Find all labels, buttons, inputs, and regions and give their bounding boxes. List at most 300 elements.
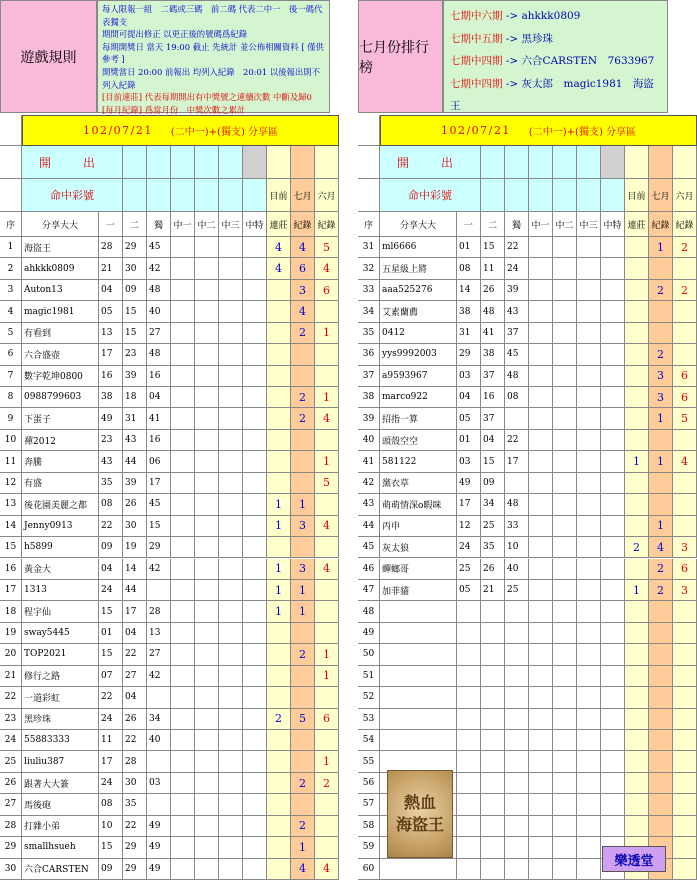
ranking-line xyxy=(450,28,661,51)
streak-value: 1 xyxy=(625,580,649,601)
player-name: 招指一算 xyxy=(380,408,457,429)
number-2 xyxy=(481,794,505,815)
hit-mark xyxy=(601,644,625,665)
hit-mark xyxy=(553,837,577,858)
june-count: 4 xyxy=(315,859,339,880)
rule-line: [每月紀錄] 爲當月份 中獎次數之累計 xyxy=(102,104,246,115)
june-count xyxy=(315,537,339,558)
number-solo xyxy=(505,709,529,730)
hit-mark xyxy=(195,580,219,601)
ranking-line xyxy=(450,5,661,28)
june-count xyxy=(315,730,339,751)
number-solo: 06 xyxy=(147,451,171,472)
number-1: 24 xyxy=(99,709,123,730)
streak-value xyxy=(267,537,291,558)
number-solo xyxy=(505,601,529,622)
hit-mark xyxy=(553,773,577,794)
hit-mark xyxy=(243,473,267,494)
hit-mark xyxy=(601,730,625,751)
rules-title-text: 遊戲規則 xyxy=(20,49,77,66)
seq-cell: 4 xyxy=(0,301,22,322)
hit-mark xyxy=(219,644,243,665)
number-solo: 45 xyxy=(147,237,171,258)
jun-top-header: 六月 xyxy=(673,179,697,212)
open-cell xyxy=(529,146,553,179)
hit-mark xyxy=(195,387,219,408)
streak-value xyxy=(625,366,649,387)
hit-mark xyxy=(529,687,553,708)
hit-mark xyxy=(601,301,625,322)
hit-mark xyxy=(553,580,577,601)
number-2: 44 xyxy=(123,580,147,601)
hit-mark xyxy=(529,237,553,258)
hit-mark xyxy=(195,366,219,387)
hit-mark xyxy=(171,258,195,279)
hit-mark xyxy=(171,430,195,451)
hit-mark xyxy=(553,366,577,387)
number-2 xyxy=(481,623,505,644)
player-name xyxy=(380,601,457,622)
col-header-n2: 二 xyxy=(123,212,147,237)
number-1: 03 xyxy=(457,451,481,472)
hit-mark xyxy=(171,644,195,665)
hit-mark xyxy=(601,451,625,472)
number-2: 37 xyxy=(481,366,505,387)
hit-mark xyxy=(171,623,195,644)
number-1 xyxy=(457,644,481,665)
banner-blank xyxy=(358,115,380,146)
hit-mark xyxy=(529,859,553,880)
open-cell xyxy=(577,146,601,179)
june-count: 1 xyxy=(315,751,339,772)
number-1 xyxy=(457,709,481,730)
seq-cell: 37 xyxy=(358,366,380,387)
number-2 xyxy=(481,644,505,665)
hit-mark xyxy=(219,237,243,258)
number-1: 24 xyxy=(457,537,481,558)
hit-mark xyxy=(529,751,553,772)
hit-mark xyxy=(219,580,243,601)
hit-mark xyxy=(219,601,243,622)
hit-mark xyxy=(529,644,553,665)
player-name: 有看到 xyxy=(22,323,99,344)
june-count xyxy=(315,687,339,708)
arrow-icon: -> xyxy=(502,32,522,45)
july-count: 2 xyxy=(291,408,315,429)
col-header-sp: 中特 xyxy=(601,212,625,237)
player-name: Jenny0913 xyxy=(22,516,99,537)
july-count: 3 xyxy=(649,366,673,387)
hit-mark xyxy=(601,387,625,408)
row-blank xyxy=(358,179,380,212)
col-header-n3: 獨 xyxy=(147,212,171,237)
number-solo: 17 xyxy=(505,451,529,472)
hit-mark xyxy=(243,580,267,601)
number-1: 24 xyxy=(99,773,123,794)
seq-cell: 23 xyxy=(0,709,22,730)
june-count: 5 xyxy=(673,408,697,429)
number-1: 22 xyxy=(99,687,123,708)
number-solo: 41 xyxy=(147,408,171,429)
number-1 xyxy=(457,687,481,708)
june-count: 1 xyxy=(315,666,339,687)
player-name: 0988799603 xyxy=(22,387,99,408)
hit-mark xyxy=(577,494,601,515)
number-2: 34 xyxy=(481,494,505,515)
june-count: 6 xyxy=(315,280,339,301)
col-header-n3: 獨 xyxy=(505,212,529,237)
hit-mark xyxy=(195,751,219,772)
player-name: yys9992003 xyxy=(380,344,457,365)
number-2: 43 xyxy=(123,430,147,451)
rules-title xyxy=(0,0,97,113)
hit-mark xyxy=(243,666,267,687)
open-cell xyxy=(147,146,171,179)
ranking-value: 黑珍珠 xyxy=(521,32,554,45)
hit-mark xyxy=(553,430,577,451)
july-count: 2 xyxy=(649,344,673,365)
seq-cell: 17 xyxy=(0,580,22,601)
june-count xyxy=(315,580,339,601)
streak-value xyxy=(625,237,649,258)
ranking-label: 七期中四期 xyxy=(450,55,503,67)
row-blank xyxy=(0,179,22,212)
july-count xyxy=(649,816,673,837)
streak-value: 4 xyxy=(267,237,291,258)
july-count xyxy=(649,301,673,322)
hit-mark xyxy=(601,280,625,301)
june-count xyxy=(673,258,697,279)
streak-value xyxy=(267,280,291,301)
number-2 xyxy=(481,837,505,858)
july-count: 2 xyxy=(649,580,673,601)
streak-value xyxy=(625,516,649,537)
july-count xyxy=(649,709,673,730)
seq-cell: 53 xyxy=(358,709,380,730)
june-count: 1 xyxy=(315,644,339,665)
number-solo: 25 xyxy=(505,580,529,601)
hit-mark xyxy=(243,280,267,301)
seq-cell: 20 xyxy=(0,644,22,665)
june-count xyxy=(315,601,339,622)
number-2 xyxy=(481,773,505,794)
streak-value: 2 xyxy=(267,709,291,730)
hit-mark xyxy=(171,580,195,601)
streak-value xyxy=(625,666,649,687)
hit-mark xyxy=(219,730,243,751)
hit-mark xyxy=(243,408,267,429)
july-count: 3 xyxy=(649,387,673,408)
number-2: 25 xyxy=(481,516,505,537)
player-name: a9593967 xyxy=(380,366,457,387)
july-count xyxy=(291,730,315,751)
hit-mark xyxy=(577,666,601,687)
number-solo: 13 xyxy=(147,623,171,644)
june-count xyxy=(315,837,339,858)
hit-mark xyxy=(219,344,243,365)
col-header-n1: 一 xyxy=(457,212,481,237)
player-name: Auton13 xyxy=(22,280,99,301)
july-count: 2 xyxy=(291,387,315,408)
hit-cell xyxy=(481,179,505,212)
june-count: 4 xyxy=(315,408,339,429)
june-count xyxy=(673,773,697,794)
seq-cell: 15 xyxy=(0,537,22,558)
june-count: 5 xyxy=(315,237,339,258)
open-cell xyxy=(267,146,291,179)
hit-cell xyxy=(601,179,625,212)
number-solo: 42 xyxy=(147,559,171,580)
hit-mark xyxy=(553,644,577,665)
number-2: 09 xyxy=(123,280,147,301)
streak-value xyxy=(267,644,291,665)
streak-value xyxy=(625,559,649,580)
open-cell xyxy=(625,146,649,179)
july-count xyxy=(649,794,673,815)
june-count: 1 xyxy=(315,323,339,344)
streak-value: 2 xyxy=(625,537,649,558)
streak-value xyxy=(625,430,649,451)
col-header-jun: 紀錄 xyxy=(673,212,697,237)
hit-mark xyxy=(243,387,267,408)
number-solo: 28 xyxy=(147,601,171,622)
seq-cell: 49 xyxy=(358,623,380,644)
july-count xyxy=(649,751,673,772)
hit-mark xyxy=(577,237,601,258)
hit-mark xyxy=(219,408,243,429)
number-1: 09 xyxy=(99,537,123,558)
hit-mark xyxy=(219,301,243,322)
number-2 xyxy=(481,687,505,708)
streak-value xyxy=(267,301,291,322)
player-name: aaa525276 xyxy=(380,280,457,301)
number-1 xyxy=(457,751,481,772)
col-header-jul: 紀錄 xyxy=(649,212,673,237)
streak-value xyxy=(625,730,649,751)
banner-blank xyxy=(0,115,22,146)
seq-cell: 10 xyxy=(0,430,22,451)
hit-mark xyxy=(553,387,577,408)
seq-cell: 22 xyxy=(0,687,22,708)
player-name xyxy=(380,666,457,687)
july-count xyxy=(649,494,673,515)
player-name: 修行之路 xyxy=(22,666,99,687)
seq-cell: 26 xyxy=(0,773,22,794)
hit-cell xyxy=(219,179,243,212)
hit-mark xyxy=(195,537,219,558)
streak-value xyxy=(625,773,649,794)
hit-mark xyxy=(195,237,219,258)
seq-cell: 21 xyxy=(0,666,22,687)
hit-mark xyxy=(601,344,625,365)
number-2 xyxy=(481,859,505,880)
july-count: 2 xyxy=(291,323,315,344)
seq-cell: 3 xyxy=(0,280,22,301)
open-label: 開 出 xyxy=(380,146,481,179)
player-name: ml6666 xyxy=(380,237,457,258)
hit-mark xyxy=(529,666,553,687)
streak-value xyxy=(267,794,291,815)
july-count xyxy=(649,666,673,687)
hit-mark xyxy=(529,580,553,601)
number-solo xyxy=(505,408,529,429)
hit-mark xyxy=(171,301,195,322)
seq-cell: 5 xyxy=(0,323,22,344)
june-count xyxy=(315,494,339,515)
hit-mark xyxy=(529,837,553,858)
ranking-value: 六合CARSTEN 7633967 xyxy=(521,55,655,67)
streak-value xyxy=(267,773,291,794)
seq-cell: 44 xyxy=(358,516,380,537)
player-name: 馬後砲 xyxy=(22,794,99,815)
number-1: 38 xyxy=(99,387,123,408)
number-1: 05 xyxy=(99,301,123,322)
streak-value xyxy=(267,473,291,494)
hit-mark xyxy=(219,280,243,301)
hit-mark xyxy=(219,387,243,408)
rule-line: 開獎當日 20:00 前報出 均列入紀錄 20:01 以後報出則不列入紀錄 xyxy=(102,66,321,90)
hit-mark xyxy=(553,601,577,622)
seq-cell: 39 xyxy=(358,408,380,429)
banner-desc: (二中一)+(獨支) 分享區 xyxy=(170,127,279,138)
number-1: 04 xyxy=(457,387,481,408)
number-1: 11 xyxy=(99,730,123,751)
july-count: 4 xyxy=(291,301,315,322)
seq-cell: 31 xyxy=(358,237,380,258)
june-count: 3 xyxy=(673,580,697,601)
arrow-icon: -> xyxy=(502,10,522,22)
number-2: 15 xyxy=(123,323,147,344)
june-count: 1 xyxy=(315,451,339,472)
number-solo: 33 xyxy=(505,516,529,537)
number-solo xyxy=(505,751,529,772)
number-solo: 40 xyxy=(147,301,171,322)
player-name: magic1981 xyxy=(22,301,99,322)
seq-cell: 12 xyxy=(0,473,22,494)
number-solo xyxy=(505,859,529,880)
hit-label: 命中彩號 xyxy=(22,179,123,212)
col-header-n2: 二 xyxy=(481,212,505,237)
number-solo: 04 xyxy=(147,387,171,408)
hit-mark xyxy=(601,816,625,837)
number-solo xyxy=(147,687,171,708)
number-solo: 42 xyxy=(147,666,171,687)
player-name: 灰太狼 xyxy=(380,537,457,558)
hit-mark xyxy=(243,859,267,880)
streak-value xyxy=(267,344,291,365)
seq-cell: 32 xyxy=(358,258,380,279)
open-cell xyxy=(553,146,577,179)
seq-cell: 48 xyxy=(358,601,380,622)
hit-cell xyxy=(577,179,601,212)
hit-cell xyxy=(529,179,553,212)
hit-mark xyxy=(601,366,625,387)
june-count: 2 xyxy=(315,773,339,794)
june-count xyxy=(673,816,697,837)
number-solo: 34 xyxy=(147,709,171,730)
hit-mark xyxy=(171,709,195,730)
hit-mark xyxy=(219,537,243,558)
seq-cell: 9 xyxy=(0,408,22,429)
number-1: 17 xyxy=(99,344,123,365)
number-solo: 17 xyxy=(147,473,171,494)
seq-cell: 57 xyxy=(358,794,380,815)
seq-cell: 54 xyxy=(358,730,380,751)
number-2: 28 xyxy=(123,751,147,772)
streak-value xyxy=(267,816,291,837)
june-count: 2 xyxy=(673,280,697,301)
number-1 xyxy=(457,773,481,794)
ranking-line xyxy=(450,73,661,118)
number-solo xyxy=(505,816,529,837)
hit-mark xyxy=(553,408,577,429)
number-1: 15 xyxy=(99,644,123,665)
seq-cell: 6 xyxy=(0,344,22,365)
number-1: 28 xyxy=(99,237,123,258)
june-count: 6 xyxy=(673,366,697,387)
number-2: 26 xyxy=(481,559,505,580)
hit-mark xyxy=(529,366,553,387)
hit-mark xyxy=(243,559,267,580)
ranking-label: 七期中四期 xyxy=(450,77,503,90)
hit-mark xyxy=(601,237,625,258)
number-1: 43 xyxy=(99,451,123,472)
number-1: 13 xyxy=(99,323,123,344)
streak-value: 1 xyxy=(267,559,291,580)
number-solo: 48 xyxy=(147,280,171,301)
hit-mark xyxy=(577,366,601,387)
seq-cell: 60 xyxy=(358,859,380,880)
seq-cell: 56 xyxy=(358,773,380,794)
june-count xyxy=(673,323,697,344)
june-count: 6 xyxy=(673,387,697,408)
number-solo: 16 xyxy=(147,366,171,387)
hit-mark xyxy=(529,408,553,429)
col-header-sp: 中特 xyxy=(243,212,267,237)
july-count xyxy=(649,623,673,644)
player-name xyxy=(380,623,457,644)
hit-mark xyxy=(171,837,195,858)
streak-value xyxy=(625,258,649,279)
hit-mark xyxy=(171,387,195,408)
hit-mark xyxy=(577,601,601,622)
july-count xyxy=(649,601,673,622)
june-count: 4 xyxy=(315,559,339,580)
number-2: 22 xyxy=(123,816,147,837)
hit-mark xyxy=(195,601,219,622)
july-count xyxy=(291,473,315,494)
player-name: 六合盛壺 xyxy=(22,344,99,365)
number-solo: 40 xyxy=(505,559,529,580)
col-header-cur: 連莊 xyxy=(625,212,649,237)
number-2 xyxy=(481,730,505,751)
player-name: 數字乾坤0800 xyxy=(22,366,99,387)
hit-mark xyxy=(243,344,267,365)
june-count xyxy=(673,730,697,751)
july-count: 1 xyxy=(291,580,315,601)
number-1 xyxy=(457,666,481,687)
hit-mark xyxy=(171,516,195,537)
hit-mark xyxy=(577,344,601,365)
hit-mark xyxy=(195,773,219,794)
hit-mark xyxy=(529,730,553,751)
number-solo xyxy=(505,623,529,644)
number-1: 15 xyxy=(99,601,123,622)
june-count xyxy=(673,709,697,730)
player-name: 一道彩虹 xyxy=(22,687,99,708)
ranking-value: ahkkk0809 xyxy=(521,10,581,22)
player-name xyxy=(380,644,457,665)
